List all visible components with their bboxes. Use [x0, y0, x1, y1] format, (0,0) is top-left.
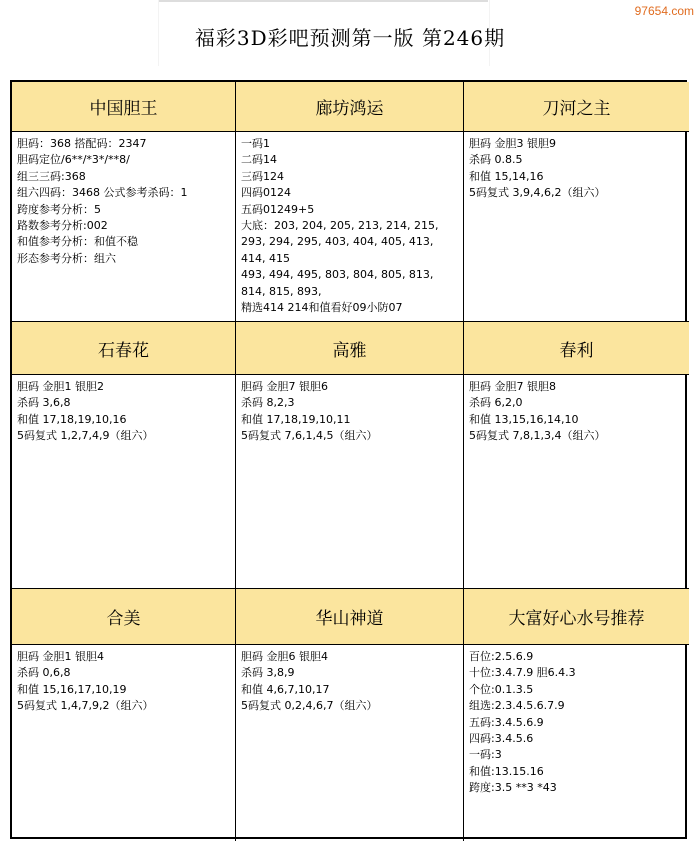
panel-line: 5码复式 1,2,7,4,9（组六） — [17, 429, 154, 443]
panel-line: 胆码 金胆3 银胆9 — [469, 137, 556, 150]
panel-line: 一码1 — [241, 137, 270, 150]
panel-line: 杀码 0,6,8 — [17, 666, 71, 680]
panel-line: 5码复式 0,2,4,6,7（组六） — [241, 699, 378, 713]
panel-body — [464, 645, 689, 841]
panel-line: 5码复式 1,4,7,9,2（组六） — [17, 699, 154, 713]
panel-line: 杀码 6,2,0 — [469, 396, 523, 410]
panel-line: 293, 294, 295, 403, 404, 405, 413, — [241, 235, 434, 249]
panel-line: 胆码 金胆1 银胆2 — [17, 380, 104, 393]
panel-header: 高雅 — [236, 322, 464, 375]
panel-body — [236, 375, 464, 589]
panel-line: 杀码 0.8.5 — [469, 153, 523, 167]
panel-body — [236, 645, 464, 841]
panel-line: 十位:3.4.7.9 胆6.4.3 — [469, 666, 576, 680]
panel-line: 和值 13,15,16,14,10 — [469, 412, 579, 426]
panel-header: 中国胆王 — [12, 82, 236, 132]
panel-line: 和值:13.15.16 — [469, 764, 544, 778]
panel-line: 和值 4,6,7,10,17 — [241, 682, 330, 696]
panel-line: 四码:3.4.5.6 — [469, 732, 534, 746]
panel-header: 廊坊鸿运 — [236, 82, 464, 132]
panel-body — [236, 132, 464, 322]
panel-line: 个位:0.1.3.5 — [469, 682, 534, 696]
panel-line: 493, 494, 495, 803, 804, 805, 813, — [241, 268, 434, 282]
panel-line: 四码0124 — [241, 186, 291, 200]
panel-line: 精选414 214和值看好09小防07 — [241, 301, 403, 315]
panel-line: 5码复式 3,9,4,6,2（组六） — [469, 186, 606, 200]
panel-line: 大底：203, 204, 205, 213, 214, 215, — [241, 219, 439, 233]
panel-line: 杀码 3,8,9 — [241, 666, 295, 680]
panel-body — [12, 132, 236, 322]
page-title: 福彩3D彩吧预测第一版 第246期 — [194, 26, 506, 50]
panel-header: 合美 — [12, 589, 236, 645]
panel-line: 五码01249+5 — [241, 202, 315, 216]
panel-line: 5码复式 7,8,1,3,4（组六） — [469, 429, 606, 443]
panel-line: 形态参考分析：组六 — [17, 251, 116, 265]
panel-line: 814, 815, 893, — [241, 284, 322, 298]
prediction-table — [10, 80, 687, 839]
panel-line: 组三三码:368 — [17, 169, 86, 183]
panel-header: 华山神道 — [236, 589, 464, 645]
panel-line: 二码14 — [241, 153, 277, 167]
panel-line: 414, 415 — [241, 251, 290, 265]
panel-body — [12, 645, 236, 841]
panel-header: 石春花 — [12, 322, 236, 375]
panel-line: 跨度参考分析：5 — [17, 202, 101, 216]
panel-line: 和值 17,18,19,10,16 — [17, 412, 127, 426]
site-watermark: 97654.com — [634, 4, 694, 18]
panel-body — [12, 375, 236, 589]
panel-line: 和值 15,14,16 — [469, 169, 544, 183]
panel-line: 胆码 金胆7 银胆6 — [241, 380, 328, 393]
panel-line: 三码124 — [241, 169, 284, 183]
panel-line: 杀码 8,2,3 — [241, 396, 295, 410]
panel-header: 刀河之主 — [464, 82, 689, 132]
panel-line: 组六四码：3468 公式参考杀码：1 — [17, 186, 188, 200]
panel-line: 百位:2.5.6.9 — [469, 650, 534, 663]
panel-line: 5码复式 7,6,1,4,5（组六） — [241, 429, 378, 443]
panel-header: 大富好心水号推荐 — [464, 589, 689, 645]
panel-body — [464, 375, 689, 589]
panel-header: 春利 — [464, 322, 689, 375]
panel-line: 胆码 金胆6 银胆4 — [241, 650, 328, 663]
panel-line: 和值 15,16,17,10,19 — [17, 682, 127, 696]
panel-line: 一码:3 — [469, 748, 502, 762]
panel-line: 跨度:3.5 **3 *43 — [469, 781, 557, 795]
panel-line: 和值 17,18,19,10,11 — [241, 412, 351, 426]
panel-line: 路数参考分析:002 — [17, 219, 108, 233]
panel-line: 组选:2.3.4.5.6.7.9 — [469, 699, 565, 713]
panel-line: 胆码：368 搭配码：2347 — [17, 137, 147, 150]
panel-line: 杀码 3,6,8 — [17, 396, 71, 410]
panel-line: 胆码 金胆1 银胆4 — [17, 650, 104, 663]
panel-line: 胆码 金胆7 银胆8 — [469, 380, 556, 393]
panel-body — [464, 132, 689, 322]
panel-line: 和值参考分析：和值不稳 — [17, 235, 138, 249]
panel-line: 五码:3.4.5.6.9 — [469, 715, 544, 729]
panel-line: 胆码定位/6**/*3*/**8/ — [17, 153, 130, 167]
